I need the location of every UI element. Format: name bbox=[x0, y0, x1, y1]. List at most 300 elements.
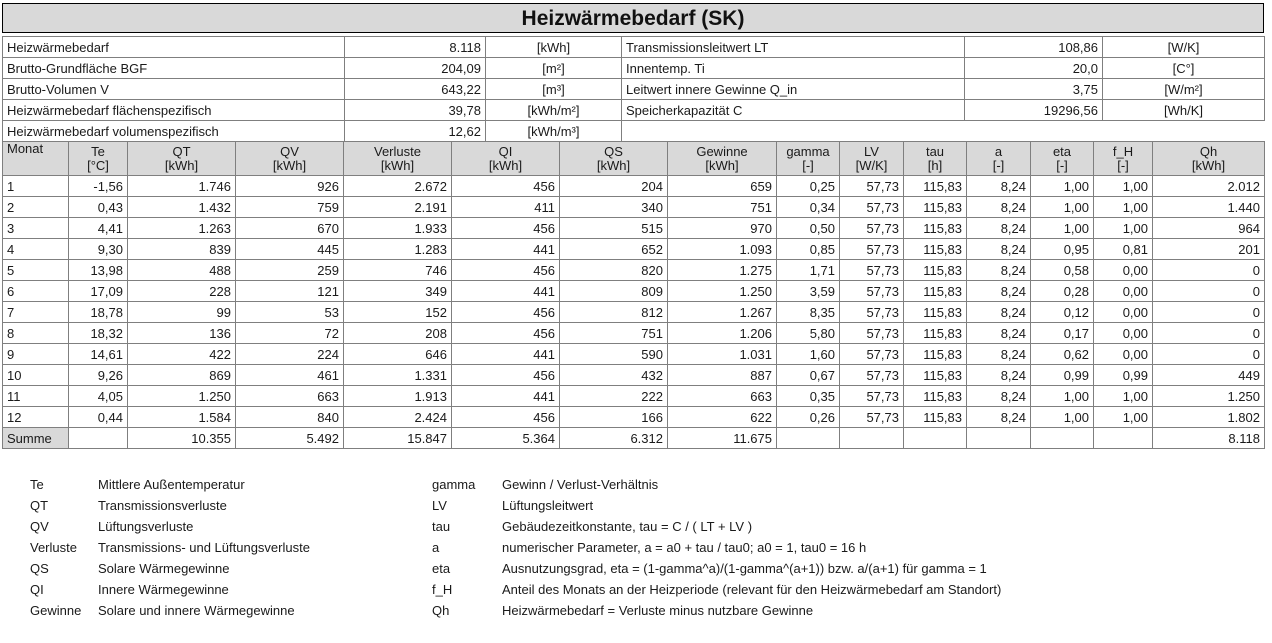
column-unit: [kWh] bbox=[1191, 157, 1226, 173]
report-title: Heizwärmebedarf (SK) bbox=[2, 3, 1264, 33]
table-cell: 57,73 bbox=[840, 281, 904, 302]
table-cell: 57,73 bbox=[840, 407, 904, 428]
table-cell: 663 bbox=[668, 386, 777, 407]
table-cell: 57,73 bbox=[840, 323, 904, 344]
table-cell: 441 bbox=[452, 386, 560, 407]
table-cell: 456 bbox=[452, 365, 560, 386]
column-header bbox=[3, 142, 69, 176]
table-cell: 115,83 bbox=[904, 218, 967, 239]
summary-value: 108,86 bbox=[965, 37, 1103, 58]
column-unit: [W/K] bbox=[855, 157, 888, 173]
table-cell bbox=[904, 428, 967, 449]
legend-key: Qh bbox=[432, 603, 450, 618]
summary-value: 643,22 bbox=[345, 79, 486, 100]
table-cell: 115,83 bbox=[904, 176, 967, 197]
table-cell: 488 bbox=[128, 260, 236, 281]
column-header bbox=[840, 142, 904, 176]
legend-desc: Ausnutzungsgrad, eta = (1-gamma^a)/(1-gamma^(a+1)) bzw. a/(a+1) für gamma = 1 bbox=[502, 561, 987, 576]
column-unit: [-] bbox=[1117, 157, 1129, 173]
column-unit: [h] bbox=[927, 157, 943, 173]
summary-row bbox=[3, 121, 1265, 142]
month-cell: 1 bbox=[3, 176, 69, 197]
table-cell: 422 bbox=[128, 344, 236, 365]
table-cell: 0,12 bbox=[1031, 302, 1094, 323]
table-cell: 670 bbox=[236, 218, 344, 239]
column-name: Verluste bbox=[374, 143, 421, 159]
table-cell: 0 bbox=[1153, 302, 1265, 323]
table-cell: 820 bbox=[560, 260, 668, 281]
table-cell: 1,00 bbox=[1031, 176, 1094, 197]
legend-desc: Solare Wärmegewinne bbox=[98, 561, 230, 576]
table-cell: 441 bbox=[452, 239, 560, 260]
column-name: QT bbox=[172, 143, 191, 159]
month-cell: 12 bbox=[3, 407, 69, 428]
summary-label: Speicherkapazität C bbox=[622, 100, 965, 121]
table-cell: 8,24 bbox=[967, 176, 1031, 197]
table-cell: 1.440 bbox=[1153, 197, 1265, 218]
table-cell: 115,83 bbox=[904, 239, 967, 260]
summary-empty bbox=[622, 121, 1265, 142]
month-cell: 5 bbox=[3, 260, 69, 281]
legend-desc: Gewinn / Verlust-Verhältnis bbox=[502, 477, 659, 492]
summary-label: Innentemp. Ti bbox=[622, 58, 965, 79]
table-cell: 1.031 bbox=[668, 344, 777, 365]
table-cell: 0,28 bbox=[1031, 281, 1094, 302]
column-name: Monat bbox=[7, 141, 44, 156]
table-cell: 411 bbox=[452, 197, 560, 218]
column-header bbox=[452, 142, 560, 176]
table-cell: 228 bbox=[128, 281, 236, 302]
legend-desc: Heizwärmebedarf = Verluste minus nutzbare Gewinne bbox=[502, 603, 814, 618]
column-unit: [-] bbox=[992, 157, 1005, 173]
column-header bbox=[69, 142, 128, 176]
summary-label: Heizwärmebedarf volumenspezifisch bbox=[3, 121, 345, 142]
table-cell: 115,83 bbox=[904, 386, 967, 407]
month-cell: 7 bbox=[3, 302, 69, 323]
table-cell: 99 bbox=[128, 302, 236, 323]
legend-key: QI bbox=[30, 582, 44, 597]
column-name: LV bbox=[864, 143, 879, 159]
table-cell: 6.312 bbox=[560, 428, 668, 449]
table-cell: 0,00 bbox=[1094, 260, 1153, 281]
table-cell: 652 bbox=[560, 239, 668, 260]
table-cell: 1.250 bbox=[1153, 386, 1265, 407]
table-cell: 1,71 bbox=[777, 260, 840, 281]
table-header-row bbox=[3, 142, 1265, 176]
column-name: QS bbox=[604, 143, 623, 159]
table-cell: 1.584 bbox=[128, 407, 236, 428]
table-cell: 1.746 bbox=[128, 176, 236, 197]
table-cell: 456 bbox=[452, 176, 560, 197]
table-cell: 432 bbox=[560, 365, 668, 386]
table-cell: 622 bbox=[668, 407, 777, 428]
column-header bbox=[1153, 142, 1265, 176]
summary-label: Brutto-Grundfläche BGF bbox=[3, 58, 345, 79]
legend-desc: Solare und innere Wärmegewinne bbox=[98, 603, 295, 618]
table-cell: 115,83 bbox=[904, 407, 967, 428]
table-cell: 57,73 bbox=[840, 302, 904, 323]
summary-row bbox=[3, 100, 1265, 121]
table-cell: 5.492 bbox=[236, 428, 344, 449]
column-unit: [kWh] bbox=[596, 157, 631, 173]
table-cell: 8,35 bbox=[777, 302, 840, 323]
table-cell: 208 bbox=[344, 323, 452, 344]
table-cell bbox=[777, 428, 840, 449]
summary-unit: [m³] bbox=[486, 79, 622, 100]
table-cell: 14,61 bbox=[69, 344, 128, 365]
table-cell: 1,60 bbox=[777, 344, 840, 365]
summary-unit: [kWh/m³] bbox=[486, 121, 622, 142]
table-cell: 0,00 bbox=[1094, 344, 1153, 365]
table-row bbox=[3, 323, 1265, 344]
column-unit: [kWh] bbox=[164, 157, 199, 173]
summary-label: Leitwert innere Gewinne Q_in bbox=[622, 79, 965, 100]
summary-unit: [Wh/K] bbox=[1103, 100, 1265, 121]
table-cell: 10.355 bbox=[128, 428, 236, 449]
summary-label: Transmissionsleitwert LT bbox=[622, 37, 965, 58]
table-cell: 2.191 bbox=[344, 197, 452, 218]
table-cell: 18,32 bbox=[69, 323, 128, 344]
table-cell: 0,62 bbox=[1031, 344, 1094, 365]
summary-value: 8.118 bbox=[345, 37, 486, 58]
table-cell: 3,59 bbox=[777, 281, 840, 302]
table-cell: 53 bbox=[236, 302, 344, 323]
table-cell bbox=[1094, 428, 1153, 449]
table-cell: 8,24 bbox=[967, 281, 1031, 302]
table-cell: 11.675 bbox=[668, 428, 777, 449]
column-header bbox=[904, 142, 967, 176]
summary-unit: [m²] bbox=[486, 58, 622, 79]
table-cell: 751 bbox=[560, 323, 668, 344]
table-cell: 0,34 bbox=[777, 197, 840, 218]
column-unit: [°C] bbox=[87, 157, 109, 173]
table-row bbox=[3, 344, 1265, 365]
legend-desc: Lüftungsleitwert bbox=[502, 498, 594, 513]
table-cell: 115,83 bbox=[904, 302, 967, 323]
table-cell: 456 bbox=[452, 407, 560, 428]
table-cell: 746 bbox=[344, 260, 452, 281]
table-cell: 887 bbox=[668, 365, 777, 386]
legend-desc: Gebäudezeitkonstante, tau = C / ( LT + LV ) bbox=[502, 519, 753, 534]
table-cell: 759 bbox=[236, 197, 344, 218]
month-cell: 3 bbox=[3, 218, 69, 239]
legend-key: f_H bbox=[432, 582, 453, 597]
legend-desc: Innere Wärmegewinne bbox=[98, 582, 229, 597]
table-cell: 201 bbox=[1153, 239, 1265, 260]
column-unit: [kWh] bbox=[705, 157, 739, 173]
table-cell: 0,25 bbox=[777, 176, 840, 197]
legend-desc: Transmissionsverluste bbox=[98, 498, 227, 513]
column-header bbox=[236, 142, 344, 176]
table-cell: 18,78 bbox=[69, 302, 128, 323]
table-cell: 115,83 bbox=[904, 260, 967, 281]
column-unit: [-] bbox=[1056, 157, 1068, 173]
column-header bbox=[344, 142, 452, 176]
table-cell bbox=[967, 428, 1031, 449]
column-name: QV bbox=[280, 143, 299, 159]
column-header bbox=[777, 142, 840, 176]
table-row bbox=[3, 407, 1265, 428]
table-cell: 869 bbox=[128, 365, 236, 386]
table-cell: 166 bbox=[560, 407, 668, 428]
legend-key: QV bbox=[30, 519, 49, 534]
column-header bbox=[967, 142, 1031, 176]
legend-key: Verluste bbox=[30, 540, 77, 555]
table-cell: 1,00 bbox=[1094, 386, 1153, 407]
month-cell: 6 bbox=[3, 281, 69, 302]
summary-unit: [W/K] bbox=[1103, 37, 1265, 58]
table-cell: 659 bbox=[668, 176, 777, 197]
table-cell: 515 bbox=[560, 218, 668, 239]
table-cell: 1.432 bbox=[128, 197, 236, 218]
summary-row bbox=[3, 37, 1265, 58]
column-header bbox=[128, 142, 236, 176]
table-cell: 441 bbox=[452, 344, 560, 365]
table-cell: 1.913 bbox=[344, 386, 452, 407]
table-cell: 1.263 bbox=[128, 218, 236, 239]
table-cell: 839 bbox=[128, 239, 236, 260]
table-cell: 1.206 bbox=[668, 323, 777, 344]
table-cell: 646 bbox=[344, 344, 452, 365]
table-cell: 57,73 bbox=[840, 344, 904, 365]
summary-label: Heizwärmebedarf flächenspezifisch bbox=[3, 100, 345, 121]
table-cell: 0,67 bbox=[777, 365, 840, 386]
summary-value: 39,78 bbox=[345, 100, 486, 121]
column-unit: [kWh] bbox=[272, 157, 307, 173]
column-name: f_H bbox=[1112, 143, 1134, 159]
table-cell: 115,83 bbox=[904, 323, 967, 344]
table-cell bbox=[69, 428, 128, 449]
column-name: QI bbox=[498, 143, 513, 159]
table-cell: 1,00 bbox=[1094, 218, 1153, 239]
summary-value: 12,62 bbox=[345, 121, 486, 142]
table-cell: 204 bbox=[560, 176, 668, 197]
table-cell: 115,83 bbox=[904, 197, 967, 218]
monthly-table bbox=[2, 141, 1265, 449]
table-cell: 1.275 bbox=[668, 260, 777, 281]
table-cell: 0 bbox=[1153, 323, 1265, 344]
legend-key: LV bbox=[432, 498, 447, 513]
legend-desc: Transmissions- und Lüftungsverluste bbox=[98, 540, 310, 555]
table-cell: 152 bbox=[344, 302, 452, 323]
table-cell: 8.118 bbox=[1153, 428, 1265, 449]
column-header bbox=[560, 142, 668, 176]
table-cell: 1.093 bbox=[668, 239, 777, 260]
legend-key: Te bbox=[30, 477, 44, 492]
column-name: eta bbox=[1052, 143, 1072, 159]
table-cell: 115,83 bbox=[904, 281, 967, 302]
summary-row bbox=[3, 58, 1265, 79]
table-row bbox=[3, 365, 1265, 386]
table-cell: 9,30 bbox=[69, 239, 128, 260]
table-row bbox=[3, 386, 1265, 407]
table-cell: 456 bbox=[452, 323, 560, 344]
table-cell: 8,24 bbox=[967, 344, 1031, 365]
legend-key: QS bbox=[30, 561, 49, 576]
table-cell: 0,00 bbox=[1094, 302, 1153, 323]
table-cell: 0,58 bbox=[1031, 260, 1094, 281]
table-cell: 8,24 bbox=[967, 323, 1031, 344]
summary-unit: [kWh/m²] bbox=[486, 100, 622, 121]
table-cell: 340 bbox=[560, 197, 668, 218]
summary-row bbox=[3, 79, 1265, 100]
column-header bbox=[1031, 142, 1094, 176]
table-cell: 0,95 bbox=[1031, 239, 1094, 260]
table-cell: 0 bbox=[1153, 281, 1265, 302]
table-cell: 441 bbox=[452, 281, 560, 302]
table-cell: 0,99 bbox=[1031, 365, 1094, 386]
table-cell: 456 bbox=[452, 260, 560, 281]
table-cell: 5,80 bbox=[777, 323, 840, 344]
table-cell: 115,83 bbox=[904, 344, 967, 365]
table-cell: 751 bbox=[668, 197, 777, 218]
table-cell: 1,00 bbox=[1094, 197, 1153, 218]
column-unit: [-] bbox=[802, 157, 814, 173]
table-cell: 57,73 bbox=[840, 197, 904, 218]
table-cell: 0 bbox=[1153, 344, 1265, 365]
month-cell: 2 bbox=[3, 197, 69, 218]
table-cell: 8,24 bbox=[967, 365, 1031, 386]
month-cell: 11 bbox=[3, 386, 69, 407]
summary-label: Brutto-Volumen V bbox=[3, 79, 345, 100]
column-header bbox=[668, 142, 777, 176]
table-cell: 349 bbox=[344, 281, 452, 302]
table-cell: 456 bbox=[452, 302, 560, 323]
table-cell: 1.283 bbox=[344, 239, 452, 260]
table-cell: 812 bbox=[560, 302, 668, 323]
table-cell: 449 bbox=[1153, 365, 1265, 386]
column-unit: [kWh] bbox=[488, 157, 523, 173]
table-cell: 0,35 bbox=[777, 386, 840, 407]
column-name: Qh bbox=[1199, 143, 1218, 159]
table-cell: 57,73 bbox=[840, 260, 904, 281]
column-name: tau bbox=[925, 143, 945, 159]
table-row bbox=[3, 197, 1265, 218]
table-cell: 8,24 bbox=[967, 407, 1031, 428]
table-cell: 0,43 bbox=[69, 197, 128, 218]
table-cell: 8,24 bbox=[967, 260, 1031, 281]
summary-value: 20,0 bbox=[965, 58, 1103, 79]
table-cell: 0,50 bbox=[777, 218, 840, 239]
legend-key: QT bbox=[30, 498, 49, 513]
table-cell: 0,44 bbox=[69, 407, 128, 428]
table-cell: 121 bbox=[236, 281, 344, 302]
table-cell: 57,73 bbox=[840, 218, 904, 239]
table-cell bbox=[1031, 428, 1094, 449]
table-cell: 57,73 bbox=[840, 386, 904, 407]
table-cell: 2.672 bbox=[344, 176, 452, 197]
table-cell: 964 bbox=[1153, 218, 1265, 239]
summary-label: Heizwärmebedarf bbox=[3, 37, 345, 58]
month-cell: 9 bbox=[3, 344, 69, 365]
column-name: a bbox=[994, 143, 1003, 159]
table-cell: 1,00 bbox=[1094, 407, 1153, 428]
table-cell: 8,24 bbox=[967, 197, 1031, 218]
table-cell: 4,05 bbox=[69, 386, 128, 407]
table-cell: 8,24 bbox=[967, 218, 1031, 239]
table-cell: 0,17 bbox=[1031, 323, 1094, 344]
legend-desc: Mittlere Außentemperatur bbox=[98, 477, 245, 492]
table-cell: 926 bbox=[236, 176, 344, 197]
table-cell: 1.250 bbox=[128, 386, 236, 407]
table-cell: 1.267 bbox=[668, 302, 777, 323]
month-cell: 4 bbox=[3, 239, 69, 260]
table-cell: 5.364 bbox=[452, 428, 560, 449]
summe-row bbox=[3, 428, 1265, 449]
table-row bbox=[3, 239, 1265, 260]
legend-desc: numerischer Parameter, a = a0 + tau / tau0; a0 = 1, tau0 = 16 h bbox=[502, 540, 867, 555]
table-row bbox=[3, 281, 1265, 302]
column-header bbox=[1094, 142, 1153, 176]
table-cell: 115,83 bbox=[904, 365, 967, 386]
table-cell: 1,00 bbox=[1031, 197, 1094, 218]
table-cell: 1.250 bbox=[668, 281, 777, 302]
table-cell: 8,24 bbox=[967, 239, 1031, 260]
column-name: Te bbox=[91, 143, 105, 159]
legend-key: Gewinne bbox=[30, 603, 82, 618]
table-cell: 224 bbox=[236, 344, 344, 365]
table-row bbox=[3, 218, 1265, 239]
table-cell: 590 bbox=[560, 344, 668, 365]
month-cell: 10 bbox=[3, 365, 69, 386]
table-row bbox=[3, 260, 1265, 281]
summary-unit: [C°] bbox=[1103, 58, 1265, 79]
table-cell: 15.847 bbox=[344, 428, 452, 449]
table-cell: 4,41 bbox=[69, 218, 128, 239]
table-cell: 456 bbox=[452, 218, 560, 239]
table-cell: 72 bbox=[236, 323, 344, 344]
table-cell: 136 bbox=[128, 323, 236, 344]
summary-unit: [W/m²] bbox=[1103, 79, 1265, 100]
table-cell: 1,00 bbox=[1031, 407, 1094, 428]
table-cell: 1,00 bbox=[1094, 176, 1153, 197]
table-cell: 1,00 bbox=[1031, 386, 1094, 407]
legend-desc: Lüftungsverluste bbox=[98, 519, 194, 534]
month-cell: 8 bbox=[3, 323, 69, 344]
legend-key: a bbox=[432, 540, 440, 555]
table-cell: 57,73 bbox=[840, 239, 904, 260]
table-cell: 1.802 bbox=[1153, 407, 1265, 428]
table-cell: 445 bbox=[236, 239, 344, 260]
table-cell: 1,00 bbox=[1031, 218, 1094, 239]
table-cell: 57,73 bbox=[840, 365, 904, 386]
table-cell: 17,09 bbox=[69, 281, 128, 302]
table-cell: 0,00 bbox=[1094, 323, 1153, 344]
table-cell: 0,26 bbox=[777, 407, 840, 428]
table-cell: 2.012 bbox=[1153, 176, 1265, 197]
table-cell: 222 bbox=[560, 386, 668, 407]
summary-table bbox=[2, 36, 1265, 142]
table-cell: 0 bbox=[1153, 260, 1265, 281]
table-cell: 0,99 bbox=[1094, 365, 1153, 386]
table-cell: 970 bbox=[668, 218, 777, 239]
column-unit: [kWh] bbox=[380, 157, 415, 173]
table-cell: -1,56 bbox=[69, 176, 128, 197]
legend-key: gamma bbox=[432, 477, 476, 492]
table-cell: 1.331 bbox=[344, 365, 452, 386]
table-row bbox=[3, 176, 1265, 197]
sum-label: Summe bbox=[3, 428, 69, 449]
table-cell: 8,24 bbox=[967, 302, 1031, 323]
legend-key: tau bbox=[432, 519, 451, 534]
legend-desc: Anteil des Monats an der Heizperiode (relevant für den Heizwärmebedarf am Standort) bbox=[502, 582, 1002, 597]
summary-unit: [kWh] bbox=[486, 37, 622, 58]
table-cell: 259 bbox=[236, 260, 344, 281]
table-cell: 461 bbox=[236, 365, 344, 386]
table-cell: 9,26 bbox=[69, 365, 128, 386]
table-cell: 8,24 bbox=[967, 386, 1031, 407]
table-cell: 13,98 bbox=[69, 260, 128, 281]
